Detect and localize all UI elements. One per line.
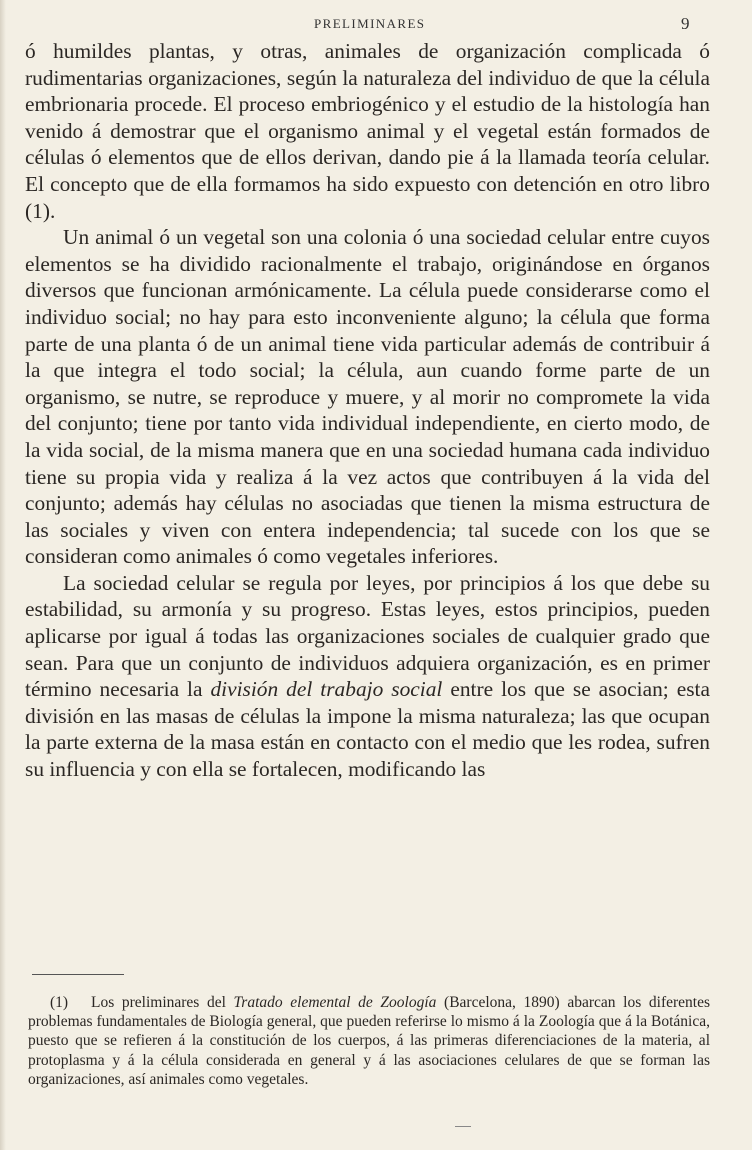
running-head-title: PRELIMINARES — [314, 16, 426, 31]
paragraph-3-text-start: La sociedad celular se regula por leyes, por principios á los que debe su estabilidad, su armonía y su progreso. Estas leyes, estos principios, pueden aplicarse por igual á todas las organizaciones sociales de cualquier grado que sean. Para que un conjunto de individuos adquiera organización, es en primer término necesaria la — [25, 570, 710, 702]
paragraph-1: ó humildes plantas, y otras, animales de organización complicada ó rudimentarias organizaciones, según la naturaleza del individuo de que la célula embrionaria procede. El proceso embriogénico y el estudio de la histología han venido á demostrar que el organismo animal y el vegetal están formados de células ó elementos que de ellos derivan, dando pie á la llamada teoría celular. El concepto que de ella formamos ha sido expuesto con detención en otro libro (1). — [25, 39, 710, 223]
body-text — [25, 38, 710, 783]
page-number: 9 — [681, 14, 690, 33]
footnote-marker: (1) — [50, 994, 69, 1011]
bottom-dash-mark — [455, 1126, 471, 1127]
paragraph-3-italic-term: división del trabajo social — [210, 677, 443, 702]
paragraph-2: Un animal ó un vegetal son una colonia ó una sociedad celular entre cuyos elementos se ha dividido racionalmente el trabajo, originándose en órganos diversos que funcionan armónicamente. La célula puede considerarse como el individuo social; no hay para esto inconveniente alguno; la célula que forma parte de una planta ó de un animal tiene vida particular además de contribuir á la que integra el todo social; la célula, aun cuando forme parte de un organismo, se nutre, se reproduce y muere, y al morir no compromete la vida del conjunto; tiene por tanto vida individual independiente, en cierto modo, de la vida social, de la misma manera que en una sociedad humana cada individuo tiene su propia vida y realiza á la vez actos que contribuyen á la vida del conjunto; además hay células no asociadas que tienen la misma estructura de las sociales y viven con entera independencia; tal sucede con los que se consideran como animales ó como vegetales inferiores. — [25, 225, 710, 569]
paragraph-3 — [25, 570, 710, 783]
page-edge-shadow — [0, 0, 6, 1150]
footnote-italic-title: Tratado elemental de Zoología — [233, 994, 437, 1011]
paragraph-3-text-end: entre los que se asocian; esta división en las masas de células la impone la misma naturaleza; las que ocupan la parte externa de la masa están en contacto con el medio que les rodea, sufren su influencia y con ella se fortalecen, modificando las — [25, 677, 710, 782]
footnote-text-end: (Barcelona, 1890) abarcan los diferentes problemas fundamentales de Biología general, que pueden referirse lo mismo á la Zoología que á la Botánica, puesto que se refieren á la constitución de los cuerpos, á las primeras diferenciaciones de la materia, al protoplasma y á la célula considerada en general y á las asociaciones celulares de que se forman las organizaciones, así animales como vegetales. — [28, 994, 710, 1088]
footnote — [28, 993, 710, 1089]
running-head — [0, 14, 752, 36]
footnote-text-start: Los preliminares del — [90, 994, 234, 1011]
footnote-rule — [32, 974, 124, 975]
